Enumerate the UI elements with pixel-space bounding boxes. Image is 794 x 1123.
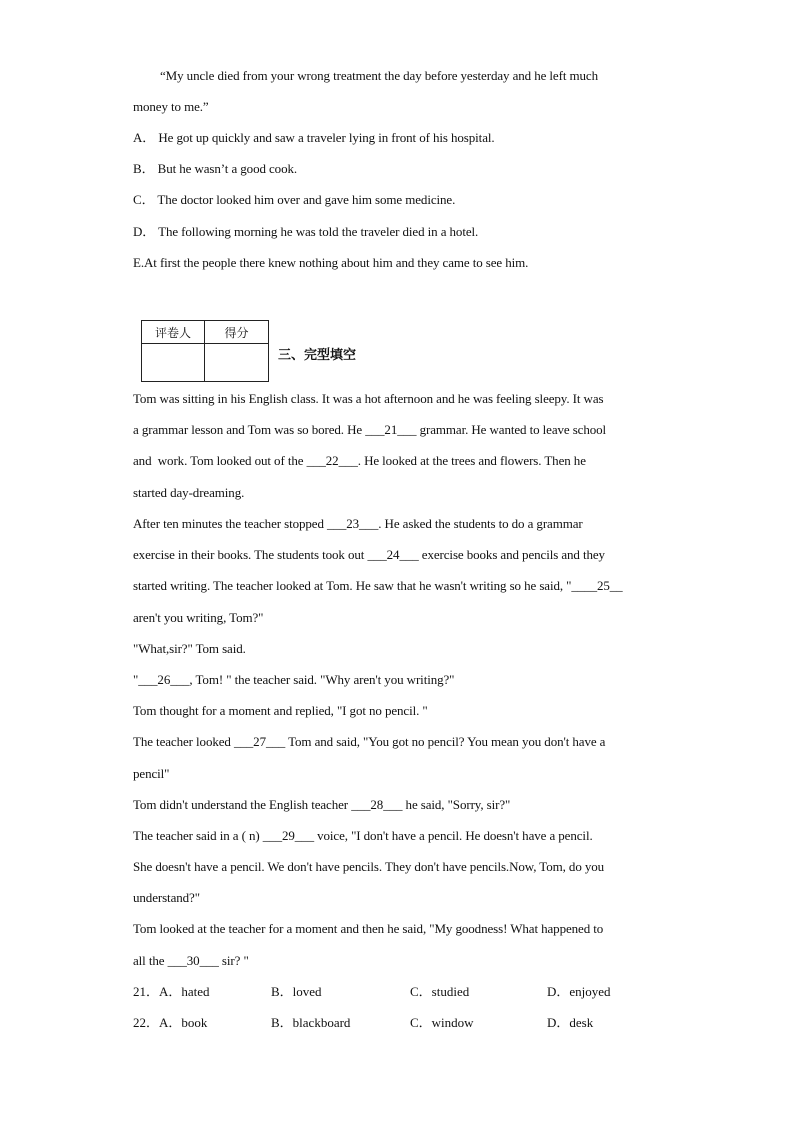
cloze-line: pencil" — [133, 766, 170, 781]
cloze-text: After ten minutes the teacher stopped — [133, 516, 328, 531]
cloze-text: The teacher looked — [133, 734, 234, 749]
cloze-line: aren't you writing, Tom?" — [133, 610, 264, 625]
cloze-line — [133, 453, 586, 469]
cloze-text: sir? " — [218, 953, 249, 968]
blank-23: ___23___ — [327, 516, 379, 531]
question-21-option-a: 21．A．hated — [133, 984, 210, 999]
question-22-option-d: D．desk — [547, 1015, 594, 1030]
cloze-text: a grammar lesson and Tom was so bored. He — [133, 422, 366, 437]
score-table — [141, 320, 269, 382]
cloze-line — [133, 672, 454, 688]
cloze-text: grammar. He wanted to leave school — [416, 422, 607, 437]
question-21-option-d: D．enjoyed — [547, 984, 611, 999]
cloze-text: all the — [133, 953, 168, 968]
cloze-text: voice, "I don't have a pencil. He doesn't have a pencil. — [313, 828, 593, 843]
cloze-line: understand?" — [133, 890, 200, 905]
grader-cell — [142, 344, 205, 382]
question-21-option-c: C．studied — [410, 984, 470, 999]
blank-26: ___26___ — [138, 672, 190, 687]
cloze-line — [133, 516, 583, 532]
blank-30: ___30___ — [167, 953, 219, 968]
cloze-line: started day-dreaming. — [133, 485, 245, 500]
cloze-line: She doesn't have a pencil. We don't have pencils. They don't have pencils.Now, Tom, do you — [133, 859, 605, 874]
question-22-option-b: B．blackboard — [271, 1015, 351, 1030]
cloze-line — [133, 734, 605, 750]
cloze-line — [133, 578, 623, 594]
cloze-text: , Tom! " the teacher said. "Why aren't you writing?" — [189, 672, 455, 687]
blank-25: ____25__ — [571, 578, 623, 593]
question-22-option-c: C．window — [410, 1015, 474, 1030]
question-21-option-b: B．loved — [271, 984, 322, 999]
cloze-text: " — [133, 672, 139, 687]
cloze-line — [133, 797, 510, 813]
cloze-text: exercise in their books. The students took out — [133, 547, 368, 562]
sentence-option-b: B． But he wasn’t a good cook. — [133, 161, 298, 176]
passage-end-line-1: “My uncle died from your wrong treatment the day before yesterday and he left much — [160, 68, 598, 83]
cloze-text: . He looked at the trees and flowers. Then he — [357, 453, 586, 468]
cloze-line: Tom was sitting in his English class. It was a hot afternoon and he was feeling sleepy. It was — [133, 391, 604, 406]
blank-21: ___21___ — [365, 422, 417, 437]
cloze-text: and work. Tom looked out of the — [133, 453, 307, 468]
cloze-text: started writing. The teacher looked at Tom. He saw that he wasn't writing so he said, " — [133, 578, 572, 593]
question-22-option-a: 22．A．book — [133, 1015, 208, 1030]
score-cell — [205, 344, 269, 382]
cloze-text: he said, "Sorry, sir?" — [402, 797, 511, 812]
blank-22: ___22___ — [306, 453, 358, 468]
blank-27: ___27___ — [233, 734, 286, 749]
cloze-text: . He asked the students to do a grammar — [378, 516, 583, 531]
cloze-text: Tom didn't understand the English teacher — [133, 797, 352, 812]
sentence-option-e: E.At first the people there knew nothing about him and they came to see him. — [133, 255, 529, 270]
cloze-line: Tom thought for a moment and replied, "I got no pencil. " — [133, 703, 428, 718]
cloze-text: The teacher said in a ( n) — [133, 828, 263, 843]
section-title: 三、完型填空 — [278, 348, 357, 363]
sentence-option-d: D． The following morning he was told the traveler died in a hotel. — [133, 224, 479, 239]
blank-29: ___29___ — [262, 828, 314, 843]
grader-header: 评卷人 — [142, 321, 205, 344]
score-header: 得分 — [205, 321, 269, 344]
cloze-line — [133, 953, 249, 969]
cloze-line — [133, 422, 606, 438]
passage-end-line-2: money to me.” — [133, 99, 209, 114]
cloze-line: Tom looked at the teacher for a moment and then he said, "My goodness! What happened to — [133, 921, 604, 936]
sentence-option-c: C． The doctor looked him over and gave him some medicine. — [133, 192, 456, 207]
cloze-text: exercise books and pencils and they — [418, 547, 605, 562]
blank-24: ___24___ — [367, 547, 419, 562]
cloze-line — [133, 828, 593, 844]
cloze-text: Tom and said, "You got no pencil? You mean you don't have a — [285, 734, 606, 749]
blank-28: ___28___ — [351, 797, 403, 812]
cloze-line: "What,sir?" Tom said. — [133, 641, 246, 656]
sentence-option-a: A． He got up quickly and saw a traveler lying in front of his hospital. — [133, 130, 495, 145]
cloze-line — [133, 547, 605, 563]
